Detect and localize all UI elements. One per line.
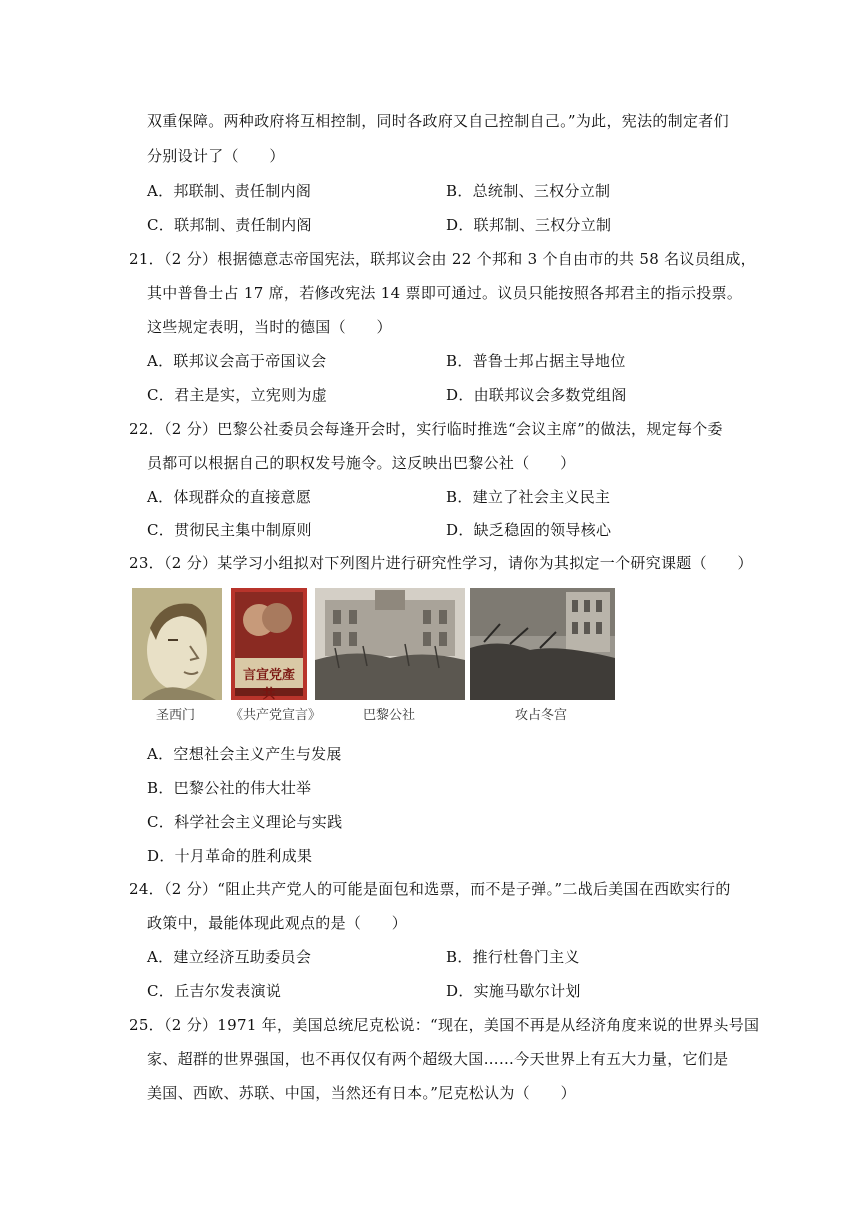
q23-option-b: B．巴黎公社的伟大壮举 [147,779,312,797]
q22-option-c: C．贯彻民主集中制原则 [147,521,312,539]
manifesto-cover-title: 言宣党產共 [242,668,295,700]
q21-stem-line-1: 21．（2 分）根据德意志帝国宪法，联邦议会由 22 个邦和 3 个自由市的共 58 名议员组成， [129,250,756,268]
q22-option-a: A．体现群众的直接意愿 [147,488,312,506]
caption-saint-simon: 圣西门 [156,708,196,723]
q25-stem-line-3: 美国、西欧、苏联、中国，当然还有日本。”尼克松认为（ ） [147,1084,576,1102]
q20-option-c: C．联邦制、责任制内阁 [147,216,312,234]
q20-stem-line-1: 双重保障。两种政府将互相控制，同时各政府又自己控制自己。”为此，宪法的制定者们 [147,112,729,130]
q20-option-a: A．邦联制、责任制内阁 [147,182,312,200]
q22-stem-line-2: 员都可以根据自己的职权发号施令。这反映出巴黎公社（ ） [147,454,576,472]
q21-option-a: A．联邦议会高于帝国议会 [147,352,327,370]
q22-stem-line-1: 22．（2 分）巴黎公社委员会每逢开会时，实行临时推选“会议主席”的做法，规定每个委 [129,420,723,438]
q22-option-d: D．缺乏稳固的领导核心 [446,521,612,539]
saint-simon-portrait [132,588,222,700]
q25-stem-line-2: 家、超群的世界强国，也不再仅仅有两个超级大国……今天世界上有五大力量，它们是 [147,1050,729,1068]
paris-commune-engraving [315,588,465,700]
q20-stem-line-2: 分别设计了（ ） [147,147,285,165]
q24-option-d: D．实施马歇尔计划 [446,982,581,1000]
q21-option-d: D．由联邦议会多数党组阁 [446,386,627,404]
q24-option-c: C．丘吉尔发表演说 [147,982,282,1000]
q21-option-b: B．普鲁士邦占据主导地位 [446,352,626,370]
winter-palace-storming-image [470,588,615,700]
q23-stem-line-1: 23．（2 分）某学习小组拟对下列图片进行研究性学习，请你为其拟定一个研究课题（ ） [129,554,753,572]
communist-manifesto-cover [231,588,307,700]
q25-stem-line-1: 25．（2 分）1971 年，美国总统尼克松说：“现在，美国不再是从经济角度来说的世界头号国 [129,1016,760,1034]
q24-option-a: A．建立经济互助委员会 [147,948,312,966]
q22-option-b: B．建立了社会主义民主 [446,488,611,506]
q24-stem-line-2: 政策中，最能体现此观点的是（ ） [147,914,408,932]
q21-stem-line-2: 其中普鲁士占 17 席，若修改宪法 14 票即可通过。议员只能按照各邦君主的指示投票。 [147,284,743,302]
q21-stem-line-3: 这些规定表明，当时的德国（ ） [147,318,392,336]
q23-option-a: A．空想社会主义产生与发展 [147,745,342,763]
q21-option-c: C．君主是实，立宪则为虚 [147,386,328,404]
q24-stem-line-1: 24．（2 分）“阻止共产党人的可能是面包和选票，而不是子弹。”二战后美国在西欧实行的 [129,880,731,898]
q23-option-c: C．科学社会主义理论与实践 [147,813,343,831]
caption-paris-commune: 巴黎公社 [363,708,416,723]
q20-option-d: D．联邦制、三权分立制 [446,216,612,234]
q20-option-b: B．总统制、三权分立制 [446,182,611,200]
q23-picture-strip [130,588,620,723]
caption-communist-manifesto: 《共产党宣言》 [230,708,322,723]
q24-option-b: B．推行杜鲁门主义 [446,948,580,966]
q23-option-d: D．十月革命的胜利成果 [147,847,313,865]
caption-winter-palace: 攻占冬宫 [515,708,568,723]
